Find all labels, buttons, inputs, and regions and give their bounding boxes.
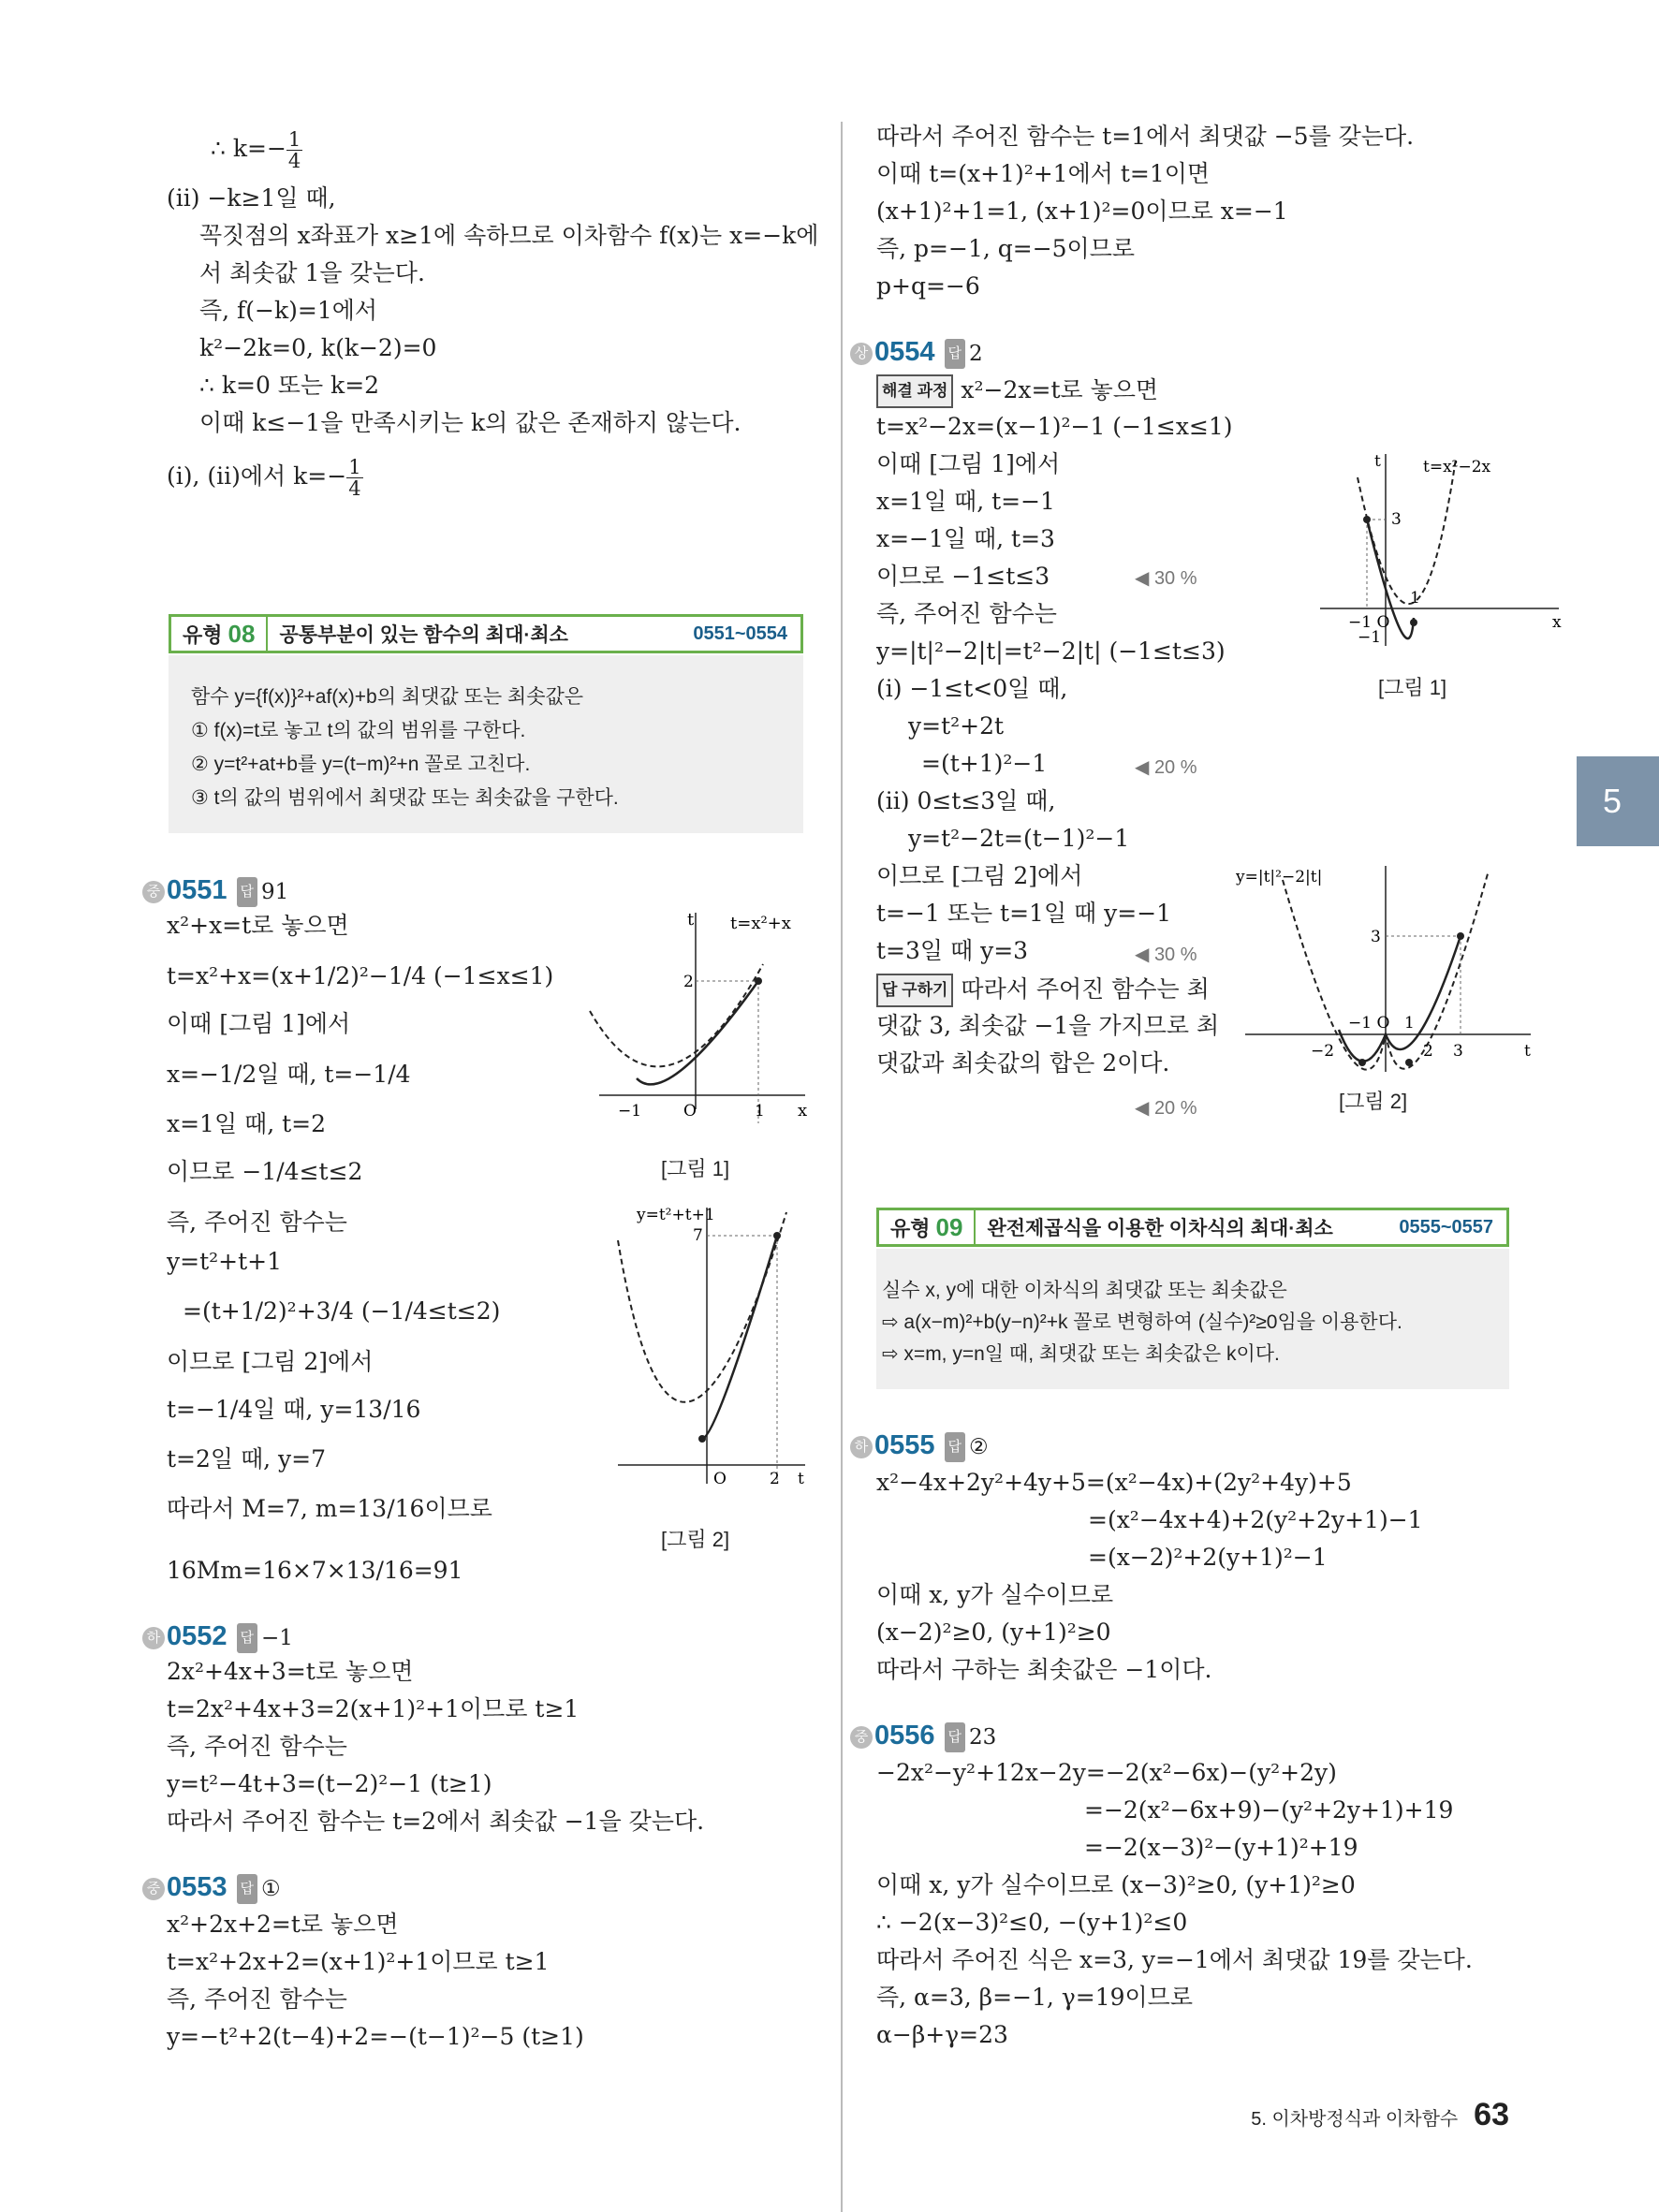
page-footer [1251, 2097, 1509, 2133]
text-line: 따라서 주어진 함수는 t=2에서 최솟값 −1을 갖는다. [167, 1808, 705, 1835]
summary-line: ② y=t²+at+b를 y=(t−m)²+n 꼴로 고친다. [191, 754, 531, 775]
text-line: 이므로 [그림 2]에서 [167, 1348, 374, 1375]
svg-text:t: t [1374, 452, 1381, 471]
text-line: y=t²+2t [908, 712, 1005, 740]
text-line: 댓값 3, 최솟값 −1을 가지므로 최 [876, 1012, 1220, 1039]
svg-text:1: 1 [755, 1102, 765, 1121]
q0551-figure-2 [599, 1203, 815, 1512]
text-line: 즉, p=−1, q=−5이므로 [876, 235, 1135, 262]
conclusion: (i), (ii)에서 k=− $\frac{1}{4}$ [167, 456, 361, 500]
type08-header: 유형 08 공통부분이 있는 함수의 최대·최소 0551~0554 [169, 614, 803, 653]
text-line: =−2(x−3)²−(y+1)²+19 [1084, 1834, 1358, 1861]
type08-summary [169, 655, 803, 833]
svg-text:O: O [713, 1470, 727, 1488]
figure-caption: [그림 1] [661, 1157, 730, 1180]
q0554-figure-1 [1311, 449, 1564, 665]
score-percent: ◀ 30 % [1135, 568, 1197, 589]
text-line: 즉, 주어진 함수는 [167, 1985, 347, 2013]
text-line: 따라서 주어진 식은 x=3, y=−1에서 최댓값 19를 갖는다. [876, 1946, 1473, 1973]
text-line: 2x²+4x+3=t로 놓으면 [167, 1658, 414, 1685]
text-line: t=x²−2x=(x−1)²−1 (−1≤x≤1) [876, 413, 1233, 440]
q0553-header: 중 0553 답 ① [142, 1872, 281, 1904]
summary-line: 함수 y={f(x)}²+af(x)+b의 최댓값 또는 최솟값은 [191, 686, 584, 708]
text-line: t=x²+x=(x+1/2)²−1/4 (−1≤x≤1) [167, 962, 554, 989]
text-line: −2x²−y²+12x−2y=−2(x²−6x)−(y²+2y) [876, 1759, 1337, 1786]
q0554-header: 상 0554 답 2 [850, 337, 983, 369]
text-line: ∴ k=0 또는 k=2 [199, 372, 380, 399]
svg-text:y=|t|²−2|t|: y=|t|²−2|t| [1236, 868, 1323, 886]
text-line: 이때 k≤−1을 만족시키는 k의 값은 존재하지 않는다. [199, 409, 741, 436]
text-line: y=|t|²−2|t|=t²−2|t| (−1≤t≤3) [876, 637, 1226, 665]
text-line: t=x²+2x+2=(x+1)²+1이므로 t≥1 [167, 1948, 550, 1975]
text-line: x²+2x+2=t로 놓으면 [167, 1911, 399, 1938]
text-line: 이때 t=(x+1)²+1에서 t=1이면 [876, 160, 1211, 187]
text-line: y=t²−4t+3=(t−2)²−1 (t≥1) [167, 1770, 492, 1797]
score-percent: ◀ 30 % [1135, 945, 1197, 965]
svg-text:3: 3 [1391, 510, 1402, 529]
text-line: x=−1/2일 때, t=−1/4 [167, 1061, 411, 1088]
text-line: =−2(x²−6x+9)−(y²+2y+1)+19 [1084, 1796, 1454, 1824]
text-line: 댓값과 최솟값의 합은 2이다. [876, 1049, 1170, 1077]
svg-text:x: x [798, 1101, 808, 1121]
page-number: 63 [1474, 2097, 1509, 2132]
fig1-label: t=x²+x [730, 914, 791, 933]
svg-text:−1 O: −1 O [1348, 1014, 1390, 1033]
text-line: 이때 [그림 1]에서 [876, 450, 1061, 477]
svg-text:2: 2 [1423, 1042, 1433, 1061]
svg-text:−1: −1 [618, 1102, 642, 1121]
text-line: (i) −1≤t<0일 때, [876, 675, 1068, 702]
text-line: p+q=−6 [876, 272, 980, 300]
text-line: (ii) 0≤t≤3일 때, [876, 787, 1056, 814]
text-line: 이때 [그림 1]에서 [167, 1010, 351, 1037]
text-line: 꼭짓점의 x좌표가 x≥1에 속하므로 이차함수 f(x)는 x=−k에 [199, 222, 819, 249]
type09-header: 유형 09 완전제곱식을 이용한 이차식의 최대·최소 0555~0557 [876, 1208, 1509, 1247]
text-line: α−β+γ=23 [876, 2021, 1008, 2048]
svg-text:3: 3 [1371, 928, 1381, 946]
q0554-figure-2 [1236, 861, 1535, 1077]
text-line: 이므로 [그림 2]에서 [876, 862, 1083, 889]
svg-text:1: 1 [1410, 589, 1420, 608]
text-line: 이므로 −1≤t≤3 [876, 563, 1050, 590]
text-line: 서 최솟값 1을 갖는다. [199, 259, 425, 286]
text-line: 이때 x, y가 실수이므로 (x−3)²≥0, (y+1)²≥0 [876, 1871, 1356, 1898]
text-line: (x−2)²≥0, (y+1)²≥0 [876, 1619, 1111, 1646]
figure-caption: [그림 2] [661, 1528, 730, 1551]
text-line: t=−1 또는 t=1일 때 y=−1 [876, 900, 1172, 927]
svg-text:1: 1 [1404, 1014, 1415, 1033]
svg-text:x: x [1552, 613, 1562, 632]
svg-text:t: t [687, 910, 695, 930]
text-line: x=1일 때, t=−1 [876, 488, 1055, 515]
footer-chapter: 5. 이차방정식과 이차함수 [1251, 2109, 1459, 2130]
text-line: =(t+1/2)²+3/4 (−1/4≤t≤2) [183, 1297, 501, 1325]
q0555-header: 하 0555 답 ② [850, 1430, 989, 1462]
summary-line: 실수 x, y에 대한 이차식의 최댓값 또는 최솟값은 [882, 1280, 1287, 1301]
text-line: ∴ −2(x−3)²≤0, −(y+1)²≤0 [876, 1909, 1188, 1936]
text-line: 따라서 주어진 함수는 t=1에서 최댓값 −5를 갖는다. [876, 123, 1415, 150]
summary-line: ① f(x)=t로 놓고 t의 값의 범위를 구한다. [191, 720, 526, 741]
svg-text:O: O [683, 1102, 697, 1121]
text-line: 이므로 −1/4≤t≤2 [167, 1158, 363, 1185]
summary-line: ⇨ x=m, y=n일 때, 최댓값 또는 최솟값은 k이다. [882, 1343, 1280, 1365]
column-divider [841, 122, 843, 2212]
text-line: =(x²−4x+4)+2(y²+2y+1)−1 [1088, 1506, 1423, 1533]
summary-line: ③ t의 값의 범위에서 최댓값 또는 최솟값을 구한다. [191, 787, 619, 809]
text-line: k²−2k=0, k(k−2)=0 [199, 334, 437, 361]
text-line: x=1일 때, t=2 [167, 1110, 326, 1137]
svg-text:2: 2 [770, 1470, 780, 1488]
text-line: y=−t²+2(t−4)+2=−(t−1)²−5 (t≥1) [167, 2023, 584, 2050]
svg-text:t=x²−2x: t=x²−2x [1423, 458, 1491, 476]
score-percent: ◀ 20 % [1135, 1098, 1197, 1119]
summary-line: ⇨ a(x−m)²+b(y−n)²+k 꼴로 변형하여 (실수)²≥0임을 이용한다. [882, 1311, 1402, 1333]
text-line: (ii) −k≥1일 때, [167, 184, 336, 212]
text-line: (x+1)²+1=1, (x+1)²=0이므로 x=−1 [876, 198, 1288, 225]
svg-text:3: 3 [1453, 1042, 1463, 1061]
text-line: x²+x=t로 놓으면 [167, 912, 349, 939]
text-line: 즉, α=3, β=−1, γ=19이므로 [876, 1984, 1193, 2011]
q0556-header: 중 0556 답 23 [850, 1721, 996, 1752]
type09-summary [876, 1249, 1509, 1389]
svg-text:−2: −2 [1311, 1042, 1335, 1061]
text-line: 즉, 주어진 함수는 [167, 1209, 347, 1236]
svg-text:t: t [798, 1470, 804, 1488]
svg-text:−1: −1 [1358, 628, 1382, 647]
score-percent: ◀ 20 % [1135, 757, 1197, 778]
text-line: 즉, 주어진 함수는 [167, 1733, 347, 1760]
text-line: t=2일 때, y=7 [167, 1445, 327, 1472]
svg-text:t: t [1524, 1042, 1531, 1061]
text-line: 16Mm=16×7×13/16=91 [167, 1557, 463, 1584]
text-line: =(x−2)²+2(y+1)²−1 [1088, 1544, 1328, 1571]
svg-text:7: 7 [693, 1226, 703, 1245]
text-line: x=−1일 때, t=3 [876, 525, 1055, 552]
svg-text:2: 2 [683, 973, 694, 991]
text-line: 이때 x, y가 실수이므로 [876, 1581, 1114, 1608]
text-line: t=−1/4일 때, y=13/16 [167, 1396, 421, 1423]
text-line: t=3일 때 y=3 [876, 937, 1029, 964]
svg-text:−1 O: −1 O [1348, 613, 1390, 632]
figure-caption: [그림 2] [1339, 1090, 1408, 1113]
text-line: y=t²+t+1 [167, 1248, 282, 1275]
q0552-header: 하 0552 답 −1 [142, 1621, 293, 1653]
q0551-header: 중 0551 답 91 [142, 875, 288, 907]
text-line: 해결 과정 x²−2x=t로 놓으면 [876, 374, 1158, 408]
text-line: =(t+1)²−1 [921, 750, 1048, 777]
text-line: 즉, f(−k)=1에서 [199, 297, 378, 324]
text-line: 따라서 구하는 최솟값은 −1이다. [876, 1656, 1212, 1683]
therefore-k: ∴ k=− $\frac{1}{4}$ [211, 128, 301, 172]
q0551-figure-1 [580, 908, 815, 1123]
text-line: x²−4x+2y²+4y+5=(x²−4x)+(2y²+4y)+5 [876, 1469, 1352, 1496]
text-line: 답 구하기 따라서 주어진 함수는 최 [876, 974, 1210, 1007]
fig2-label: y=t²+t+1 [637, 1206, 715, 1224]
figure-caption: [그림 1] [1378, 676, 1447, 699]
text-line: t=2x²+4x+3=2(x+1)²+1이므로 t≥1 [167, 1695, 580, 1722]
text-line: y=t²−2t=(t−1)²−1 [908, 825, 1130, 852]
chapter-tab[interactable]: 5 [1577, 756, 1659, 846]
text-line: 즉, 주어진 함수는 [876, 600, 1057, 627]
text-line: 따라서 M=7, m=13/16이므로 [167, 1495, 492, 1522]
